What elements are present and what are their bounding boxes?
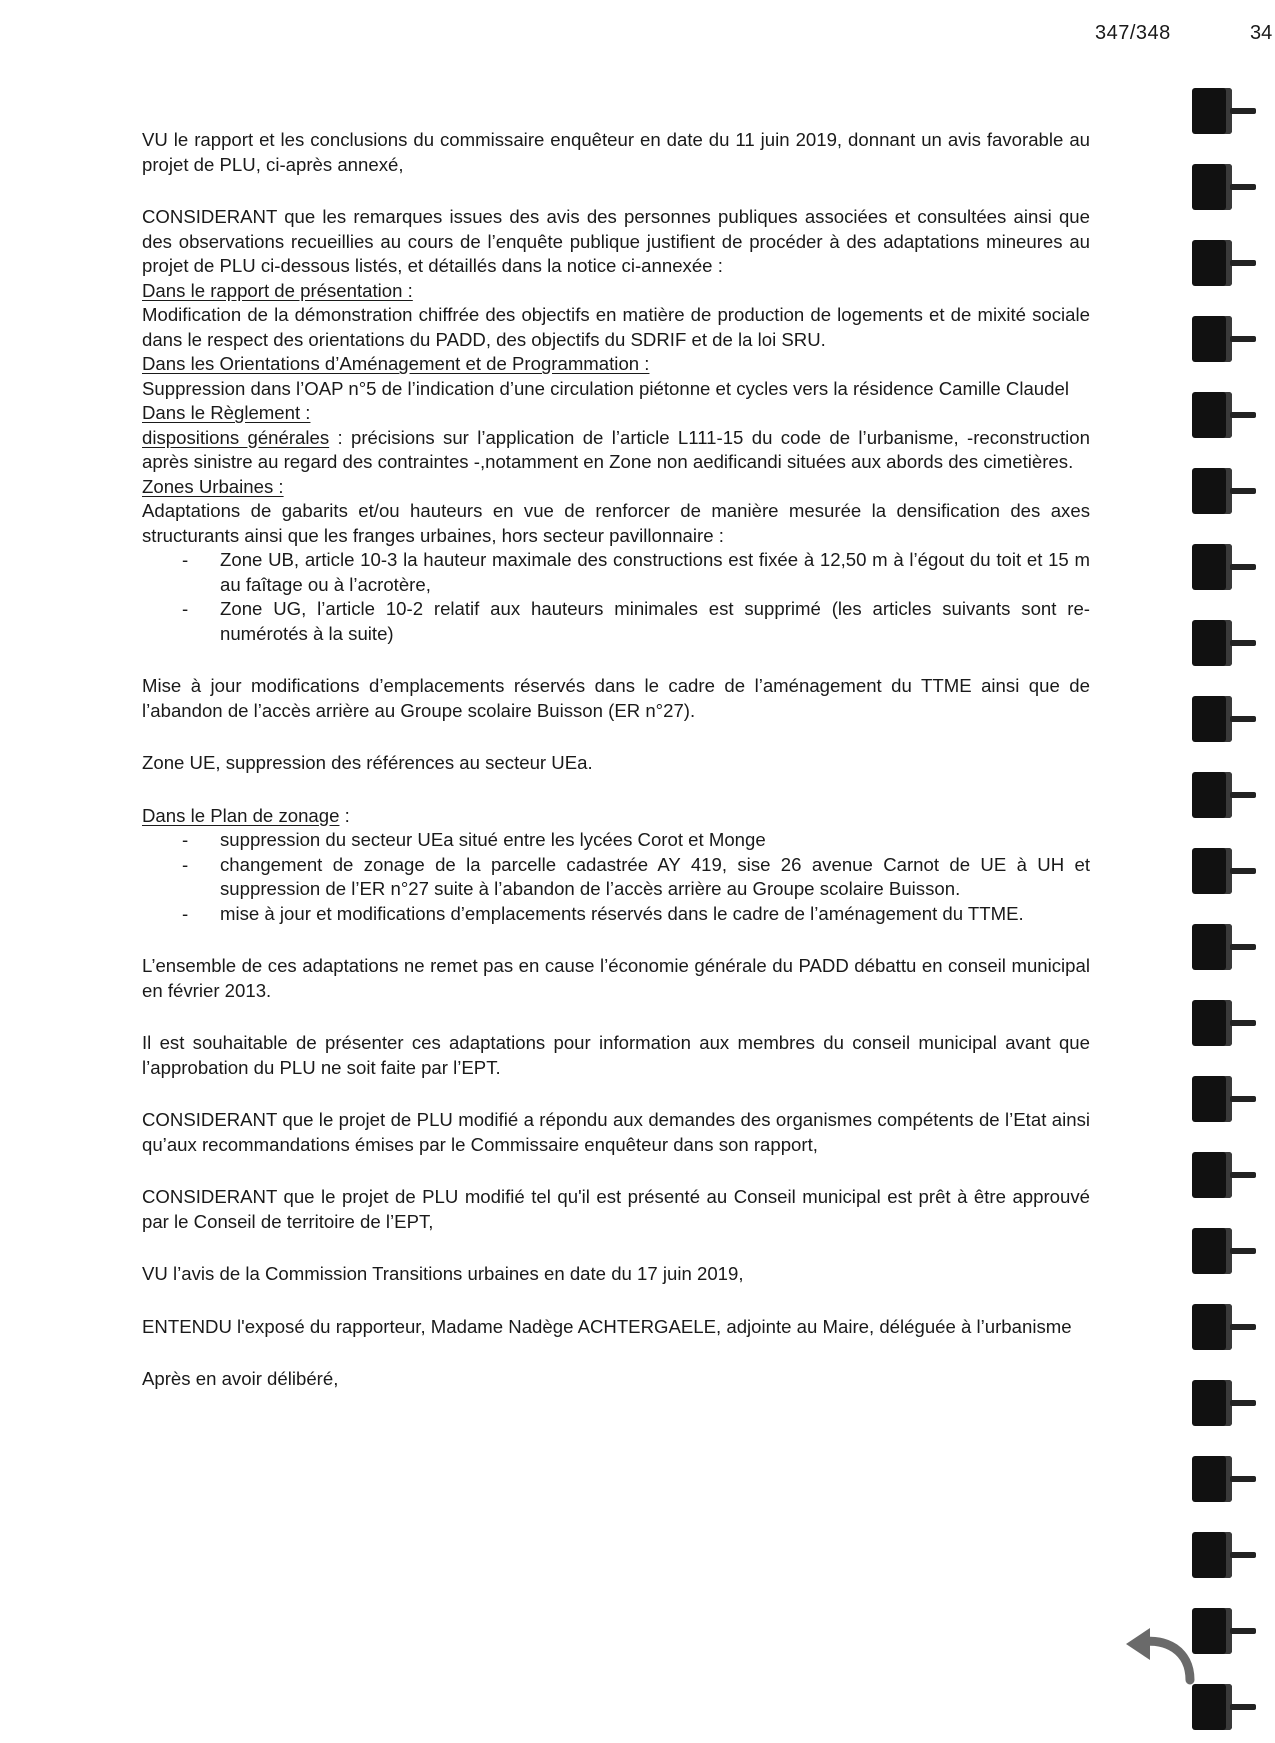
binding-wire [1230, 184, 1256, 190]
binding-wire [1230, 792, 1256, 798]
binding-wire [1230, 1248, 1256, 1254]
binding-wire [1230, 1172, 1256, 1178]
binding-wire [1230, 1552, 1256, 1558]
binding-wire [1230, 1096, 1256, 1102]
binding-ring [1192, 1684, 1232, 1730]
binding-ring [1192, 1380, 1232, 1426]
binding-wire [1230, 716, 1256, 722]
paragraph-vu-commission: VU l’avis de la Commission Transitions urbaines en date du 17 juin 2019, [142, 1263, 744, 1284]
binding-wire [1230, 564, 1256, 570]
section-text-oap: Suppression dans l’OAP n°5 de l’indication d’une circulation piétonne et cycles vers la résidence Camille Claudel [142, 377, 1069, 399]
binding-wire [1230, 944, 1256, 950]
paragraph-considerant-organismes: CONSIDERANT que le projet de PLU modifié a répondu aux demandes des organismes compétents de l’Etat ainsi qu’aux recommandations émises par le Commissaire enquêteur dans son rapport, [142, 1109, 1090, 1155]
binding-ring [1192, 240, 1232, 286]
binding-wire [1230, 640, 1256, 646]
binding-wire [1230, 488, 1256, 494]
binding-ring [1192, 1456, 1232, 1502]
binding-wire [1230, 1020, 1256, 1026]
section-heading-rapport: Dans le rapport de présentation : [142, 279, 413, 301]
paragraph-emplacements-reserves: Mise à jour modifications d’emplacements réservés dans le cadre de l’aménagement du TTME ainsi que de l’abandon de l’accès arrière au Groupe scolaire Buisson (ER n°27). [142, 675, 1090, 721]
binding-ring [1192, 392, 1232, 438]
section-heading-zones-urbaines: Zones Urbaines : [142, 475, 284, 497]
zones-urbaines-list [142, 548, 1090, 646]
dispositions-generales-label: dispositions générales [142, 426, 330, 448]
list-item: - Zone UG, l’article 10-2 relatif aux hauteurs minimales est supprimé (les articles suivants sont re-numérotés à la suite) [182, 598, 1090, 644]
binding-ring [1192, 164, 1232, 210]
binding-wire [1230, 260, 1256, 266]
list-item: - changement de zonage de la parcelle cadastrée AY 419, sise 26 avenue Carnot de UE à UH et suppression de l’ER n°27 suite à l’abandon de l’accès arrière au Groupe scolaire Buisson. [182, 853, 1090, 899]
binding-ring [1192, 1304, 1232, 1350]
binding-ring [1192, 772, 1232, 818]
binding-wire [1230, 868, 1256, 874]
binding-ring [1192, 620, 1232, 666]
list-item: - suppression du secteur UEa situé entre les lycées Corot et Monge [142, 828, 1090, 853]
binding-ring [1192, 696, 1232, 742]
paragraph-padd: L’ensemble de ces adaptations ne remet pas en cause l’économie générale du PADD débattu en conseil municipal en février 2013. [142, 955, 1090, 1001]
list-item: - Zone UB, article 10-3 la hauteur maximale des constructions est fixée à 12,50 m à l’égout du toit et 15 m au faîtage ou à l’acrotère, [182, 549, 1090, 595]
paragraph-rapport: VU le rapport et les conclusions du commissaire enquêteur en date du 11 juin 2019, donnant un avis favorable au projet de PLU, ci-après annexé, [142, 129, 1090, 175]
binding-ring [1192, 1228, 1232, 1274]
binding-ring [1192, 1076, 1232, 1122]
plan-zonage-list [142, 828, 1090, 926]
binding-ring [1192, 88, 1232, 134]
paragraph-zone-ue: Zone UE, suppression des références au secteur UEa. [142, 752, 593, 773]
binding-wire [1230, 412, 1256, 418]
binding-ring [1192, 1152, 1232, 1198]
binding-ring [1192, 316, 1232, 362]
binding-wire [1230, 1400, 1256, 1406]
binding-wire [1230, 1628, 1256, 1634]
paragraph-information: Il est souhaitable de présenter ces adaptations pour information aux membres du conseil municipal avant que l’approbation du PLU ne soit faite par l’EPT. [142, 1032, 1090, 1078]
section-text-rapport: Modification de la démonstration chiffrée des objectifs en matière de production de logements et de mixité sociale dans le respect des orientations du PADD, des objectifs du SDRIF et de la loi SRU. [142, 304, 1090, 350]
binding-wire [1230, 1476, 1256, 1482]
dash-bullet: - [182, 902, 189, 924]
section-text-reglement [142, 426, 1090, 475]
list-item: - mise à jour et modifications d’emplacements réservés dans le cadre de l’aménagement du TTME. [142, 902, 1090, 927]
paragraph-considerant-remarques: CONSIDERANT que les remarques issues des avis des personnes publiques associées et consultées ainsi que des observations recueillies au cours de l’enquête publique justifient de procéder à des adaptations mineures au projet de PLU ci-dessous listés, et détaillés dans la notice ci-annexée : [142, 206, 1090, 276]
curved-return-arrow-icon [1120, 1620, 1200, 1690]
binding-ring [1192, 924, 1232, 970]
binding-wire [1230, 1704, 1256, 1710]
dash-bullet: - [182, 853, 189, 875]
binding-ring [1192, 468, 1232, 514]
dash-bullet: - [182, 549, 189, 570]
dash-bullet: - [182, 598, 189, 619]
document-body [142, 128, 1090, 1392]
binding-ring [1192, 1000, 1232, 1046]
section-heading-reglement: Dans le Règlement : [142, 402, 311, 423]
binding-wire [1230, 1324, 1256, 1330]
page-number-cut: 34 [1250, 22, 1273, 44]
binding-ring [1192, 848, 1232, 894]
section-heading-oap: Dans les Orientations d’Aménagement et de Programmation : [142, 353, 650, 374]
binding-wire [1230, 336, 1256, 342]
paragraph-considerant-approbation: CONSIDERANT que le projet de PLU modifié tel qu'il est présenté au Conseil municipal est prêt à être approuvé par le Conseil de territoire de l’EPT, [142, 1186, 1090, 1232]
binding-ring [1192, 544, 1232, 590]
section-heading-plan-zonage: Dans le Plan de zonage : [142, 804, 350, 826]
page-number: 347/348 [1095, 22, 1171, 44]
paragraph-apres-delibere: Après en avoir délibéré, [142, 1368, 339, 1389]
binding-wire [1230, 108, 1256, 114]
binding-ring [1192, 1532, 1232, 1578]
dash-bullet: - [182, 829, 189, 850]
paragraph-entendu: ENTENDU l'exposé du rapporteur, Madame Nadège ACHTERGAELE, adjointe au Maire, déléguée à l’urbanisme [142, 1315, 1072, 1337]
dispositions-generales-text: : précisions sur l’application de l’article L111-15 du code de l’urbanisme, -reconstruction après sinistre au regard des contraintes -,notamment en Zone non aedificandi situées aux abords des cimetières. [142, 426, 1090, 472]
section-text-zones-urbaines: Adaptations de gabarits et/ou hauteurs en vue de renforcer de manière mesurée la densification des axes structurants ainsi que les franges urbaines, hors secteur pavillonnaire : [142, 500, 1090, 546]
